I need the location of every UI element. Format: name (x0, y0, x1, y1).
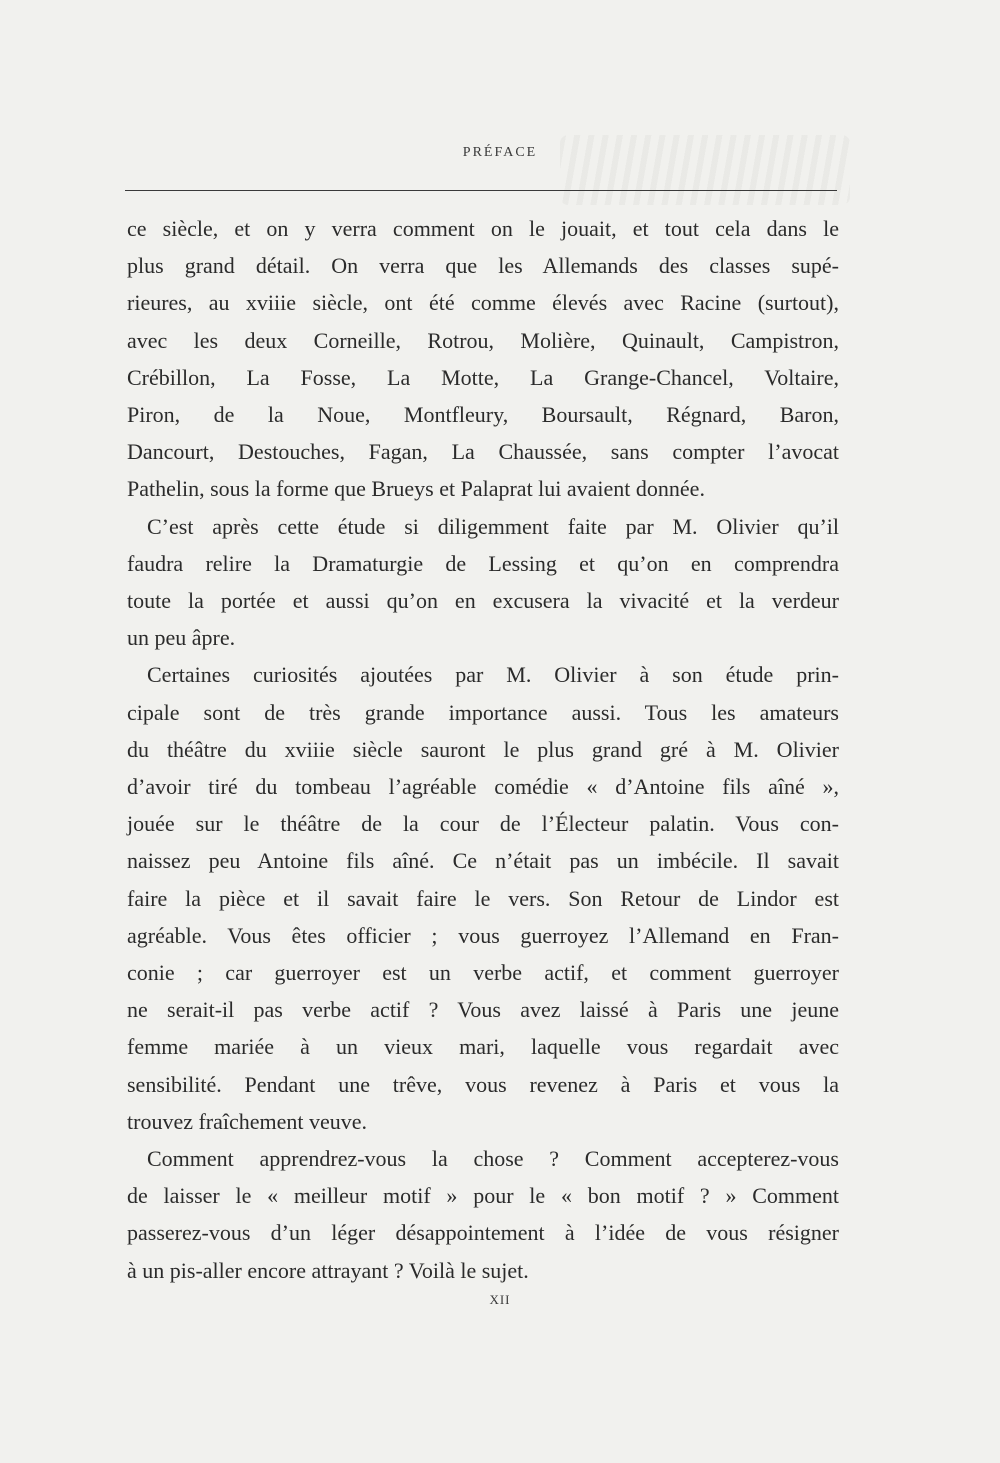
text-line: toute la portée et aussi qu’on en excusera la vivacité et la verdeur (127, 588, 839, 614)
text-line: C’est après cette étude si diligemment faite par M. Olivier qu’il (147, 513, 839, 539)
paragraph-1 (127, 210, 839, 508)
text-line: trouvez fraîchement veuve. (127, 1108, 368, 1134)
text-line: Comment apprendrez-vous la chose ? Comment accepterez-vous (147, 1146, 839, 1172)
text-line: agréable. Vous êtes officier ; vous guerroyez l’Allemand en Fran- (127, 922, 839, 948)
text-line: ce siècle, et on y verra comment on le jouait, et tout cela dans le (127, 216, 839, 241)
text-line: de laisser le « meilleur motif » pour le « bon motif ? » Comment (127, 1183, 839, 1209)
text-line: Piron, de la Noue, Montfleury, Boursault, Régnard, Baron, (127, 402, 839, 428)
text-line: du théâtre du xviiie siècle sauront le plus grand gré à M. Olivier (127, 736, 839, 762)
paragraph-4 (127, 1140, 839, 1289)
body-text (127, 210, 839, 1289)
text-line: Certaines curiosités ajoutées par M. Olivier à son étude prin- (147, 662, 839, 688)
text-line: à un pis-aller encore attrayant ? Voilà le sujet. (127, 1257, 529, 1283)
text-line: d’avoir tiré du tombeau l’agréable comédie « d’Antoine fils aîné », (127, 774, 839, 800)
paragraph-3 (127, 656, 839, 1140)
header-rule (125, 190, 837, 191)
text-line: passerez-vous d’un léger désappointement à l’idée de vous résigner (127, 1220, 839, 1246)
text-line: Crébillon, La Fosse, La Motte, La Grange-Chancel, Voltaire, (127, 364, 839, 390)
text-line: sensibilité. Pendant une trêve, vous revenez à Paris et vous la (127, 1071, 839, 1097)
text-line: Dancourt, Destouches, Fagan, La Chaussée, sans compter l’avocat (127, 439, 839, 465)
text-line: faudra relire la Dramaturgie de Lessing et qu’on en comprendra (127, 550, 839, 576)
page-number: XII (489, 1292, 511, 1307)
text-line: rieures, au xviiie siècle, ont été comme élevés avec Racine (surtout), (127, 290, 839, 316)
text-line: un peu âpre. (127, 625, 236, 651)
text-line: plus grand détail. On verra que les Allemands des classes supé- (127, 253, 839, 279)
text-line: avec les deux Corneille, Rotrou, Molière, Quinault, Campistron, (127, 327, 839, 353)
text-line: Pathelin, sous la forme que Brueys et Palaprat lui avaient donnée. (127, 476, 705, 502)
running-head: PRÉFACE (462, 145, 538, 160)
paragraph-2 (127, 508, 839, 657)
text-line: faire la pièce et il savait faire le vers. Son Retour de Lindor est (127, 885, 839, 911)
text-line: naissez peu Antoine fils aîné. Ce n’était pas un imbécile. Il savait (127, 848, 839, 874)
text-line: conie ; car guerroyer est un verbe actif, et comment guerroyer (127, 960, 839, 986)
text-line: cipale sont de très grande importance aussi. Tous les amateurs (127, 699, 839, 725)
text-line: femme mariée à un vieux mari, laquelle vous regardait avec (127, 1034, 839, 1060)
text-line: jouée sur le théâtre de la cour de l’Électeur palatin. Vous con- (127, 811, 839, 837)
text-line: ne serait-il pas verbe actif ? Vous avez laissé à Paris une jeune (127, 997, 839, 1023)
